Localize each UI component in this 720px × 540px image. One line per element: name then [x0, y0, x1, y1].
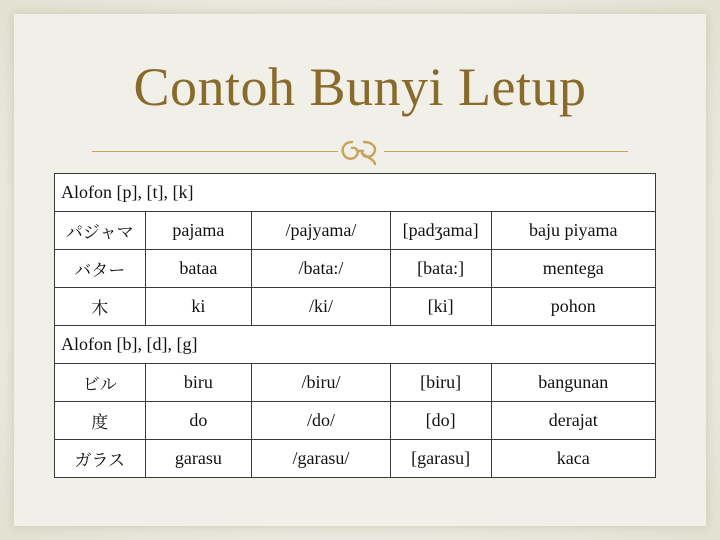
- section-header-row: [55, 174, 656, 212]
- japanese-word-cell: ガラス: [55, 440, 146, 478]
- phonemic-cell: /bata:/: [252, 250, 391, 288]
- phonemic-cell: /garasu/: [252, 440, 391, 478]
- phonetic-cell: [padʒama]: [390, 212, 491, 250]
- meaning-cell: mentega: [491, 250, 655, 288]
- japanese-word-cell: パジャマ: [55, 212, 146, 250]
- phonetic-cell: [biru]: [390, 364, 491, 402]
- romaji-cell: bataa: [145, 250, 252, 288]
- japanese-word-cell: バター: [55, 250, 146, 288]
- table-row: [55, 288, 656, 326]
- table-row: [55, 402, 656, 440]
- romaji-cell: ki: [145, 288, 252, 326]
- phonemic-cell: /do/: [252, 402, 391, 440]
- slide-title: Contoh Bunyi Letup: [133, 57, 587, 117]
- phonetic-cell: [do]: [390, 402, 491, 440]
- flourish-icon: [338, 136, 384, 166]
- section-header-voiced: Alofon [b], [d], [g]: [55, 326, 656, 364]
- meaning-cell: kaca: [491, 440, 655, 478]
- meaning-cell: derajat: [491, 402, 655, 440]
- meaning-cell: baju piyama: [491, 212, 655, 250]
- phonetic-cell: [ki]: [390, 288, 491, 326]
- romaji-cell: garasu: [145, 440, 252, 478]
- allophone-table: [54, 173, 656, 478]
- meaning-cell: bangunan: [491, 364, 655, 402]
- romaji-cell: biru: [145, 364, 252, 402]
- table-row: [55, 364, 656, 402]
- phonemic-cell: /biru/: [252, 364, 391, 402]
- japanese-word-cell: ビル: [55, 364, 146, 402]
- table-row: [55, 250, 656, 288]
- phonemic-cell: /pajyama/: [252, 212, 391, 250]
- title-divider-right: [384, 151, 628, 152]
- table-row: [55, 212, 656, 250]
- romaji-cell: pajama: [145, 212, 252, 250]
- romaji-cell: do: [145, 402, 252, 440]
- table-row: [55, 440, 656, 478]
- section-header-voiceless: Alofon [p], [t], [k]: [55, 174, 656, 212]
- phonetic-cell: [bata:]: [390, 250, 491, 288]
- meaning-cell: pohon: [491, 288, 655, 326]
- phonemic-cell: /ki/: [252, 288, 391, 326]
- title-divider-left: [92, 151, 338, 152]
- section-header-row: [55, 326, 656, 364]
- japanese-word-cell: 木: [55, 288, 146, 326]
- japanese-word-cell: 度: [55, 402, 146, 440]
- phonetic-cell: [garasu]: [390, 440, 491, 478]
